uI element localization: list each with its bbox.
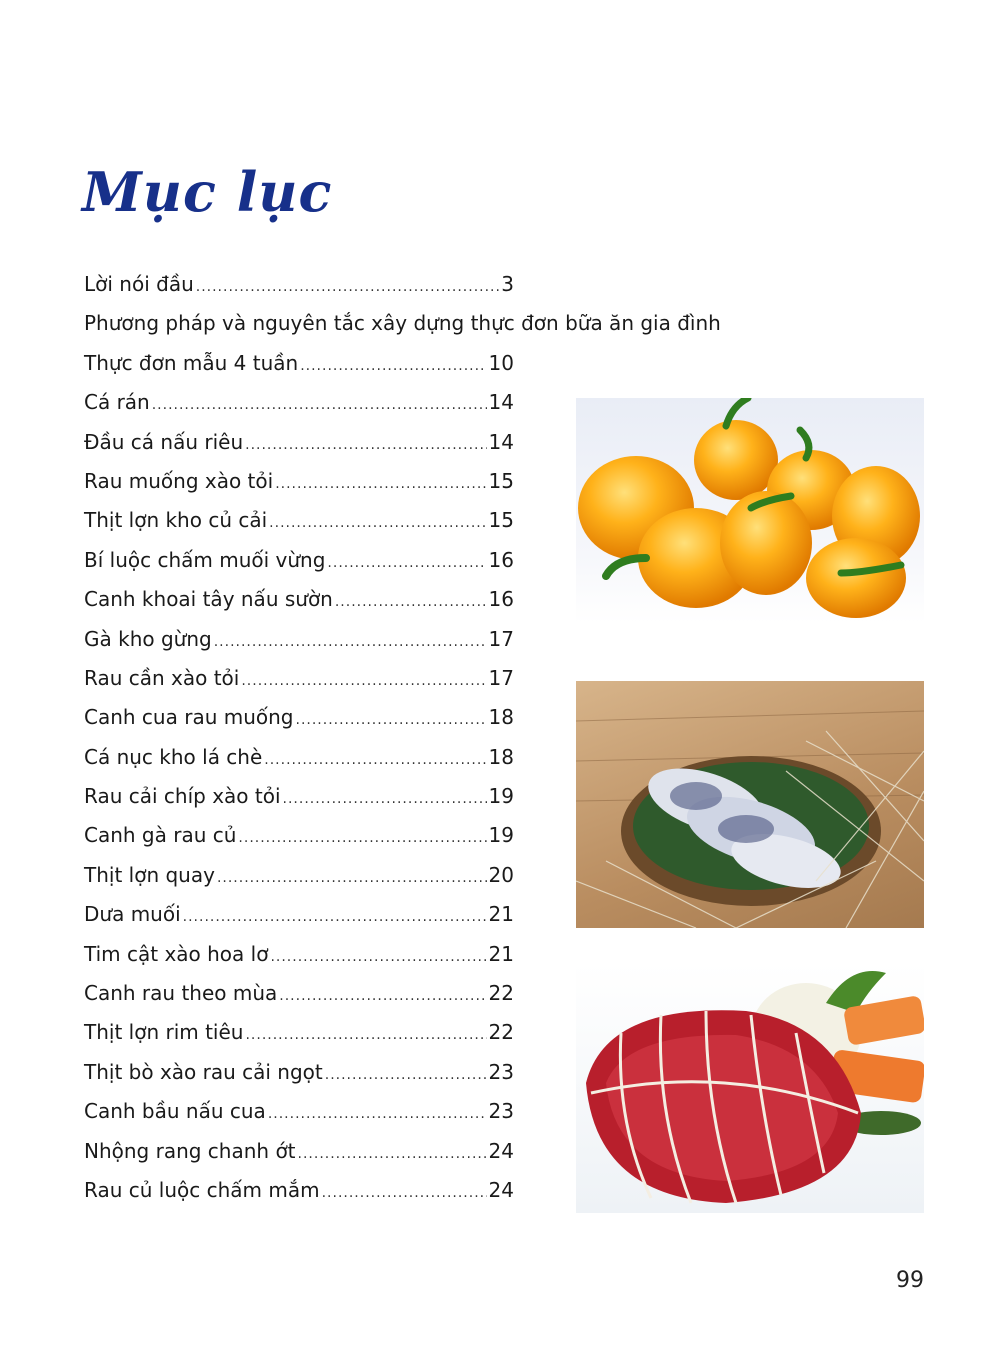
toc-entry-label: Rau cải chíp xào tỏi — [84, 784, 281, 809]
toc-entry-page: 16 — [488, 547, 514, 572]
toc-entry — [84, 666, 514, 705]
toc-entry-label: Canh cua rau muống — [84, 705, 294, 730]
squid-basket-illustration — [576, 681, 924, 928]
toc-entry — [84, 587, 514, 626]
dot-leader — [152, 397, 487, 413]
toc-entry-label: Thịt lợn rim tiêu — [84, 1020, 244, 1045]
toc-entry — [84, 745, 514, 784]
beef-roast-photo — [576, 963, 924, 1213]
toc-entry — [84, 508, 514, 547]
dot-leader — [241, 673, 486, 689]
toc-entry-label: Rau cần xào tỏi — [84, 665, 240, 690]
toc-entry-label: Rau muống xào tỏi — [84, 468, 274, 493]
dot-leader — [335, 594, 487, 610]
toc-entry — [84, 1060, 514, 1099]
toc-entry — [84, 430, 514, 469]
toc-entry — [84, 469, 514, 508]
toc-entry — [84, 1099, 514, 1138]
table-of-contents — [84, 272, 721, 1217]
toc-entry-page: 14 — [488, 429, 514, 454]
toc-entry-page: 24 — [488, 1177, 514, 1202]
toc-entry — [84, 942, 514, 981]
toc-entry-page: 19 — [488, 823, 514, 848]
toc-entry — [84, 705, 514, 744]
toc-entry-page: 15 — [488, 508, 514, 533]
toc-entry-label: Dưa muối — [84, 902, 181, 927]
toc-entry — [84, 902, 514, 941]
toc-entry — [84, 311, 721, 350]
toc-entry-label: Thực đơn mẫu 4 tuần — [84, 350, 299, 375]
dot-leader — [183, 909, 487, 925]
toc-entry-label: Thịt lợn quay — [84, 862, 215, 887]
toc-entry-page: 23 — [488, 1099, 514, 1124]
toc-entry-label: Canh bầu nấu cua — [84, 1099, 266, 1124]
toc-entry-label: Lời nói đầu — [84, 272, 194, 296]
toc-entry-page: 22 — [488, 1020, 514, 1045]
dot-leader — [298, 1146, 487, 1162]
dot-leader — [196, 279, 500, 295]
toc-entry-page: 21 — [488, 941, 514, 966]
toc-entry-page: 16 — [488, 587, 514, 612]
toc-entry-label: Nhộng rang chanh ớt — [84, 1138, 296, 1163]
toc-entry-label: Cá nục kho lá chè — [84, 744, 263, 769]
toc-entry-label: Cá rán — [84, 390, 150, 415]
bell-peppers-photo — [576, 398, 924, 623]
toc-entry-label: Rau củ luộc chấm mắm — [84, 1177, 320, 1202]
toc-entry-label: Thịt lợn kho củ cải — [84, 508, 268, 533]
toc-entry — [84, 784, 514, 823]
toc-entry-page: 23 — [488, 1059, 514, 1084]
dot-leader — [268, 1106, 487, 1122]
dot-leader — [279, 988, 486, 1004]
toc-entry-page: 10 — [488, 350, 514, 375]
toc-entry — [84, 351, 514, 390]
dot-leader — [300, 358, 486, 374]
dot-leader — [238, 830, 486, 846]
toc-entry-page: 22 — [488, 981, 514, 1006]
squid-basket-photo — [576, 681, 924, 928]
toc-entry — [84, 1020, 514, 1059]
toc-entry-label: Bí luộc chấm muối vừng — [84, 547, 326, 572]
toc-entry — [84, 981, 514, 1020]
toc-entry — [84, 823, 514, 862]
toc-entry-page: 18 — [488, 705, 514, 730]
toc-entry-page: 17 — [488, 665, 514, 690]
toc-entry-page: 15 — [488, 468, 514, 493]
toc-entry — [84, 863, 514, 902]
toc-entry — [84, 272, 514, 311]
toc-entry-page: 3 — [501, 272, 514, 296]
dot-leader — [245, 1027, 486, 1043]
toc-entry-page: 24 — [488, 1138, 514, 1163]
dot-leader — [283, 791, 487, 807]
toc-entry-label: Canh rau theo mùa — [84, 981, 278, 1006]
toc-entry-label: Gà kho gừng — [84, 626, 212, 651]
dot-leader — [269, 515, 486, 531]
dot-leader — [270, 949, 486, 965]
page-title: Mục lục — [82, 160, 333, 224]
toc-entry-label: Đầu cá nấu riêu — [84, 429, 244, 454]
dot-leader — [275, 476, 486, 492]
toc-entry — [84, 548, 514, 587]
toc-entry-page: 21 — [488, 902, 514, 927]
bell-peppers-illustration — [576, 398, 924, 623]
dot-leader — [245, 437, 486, 453]
toc-entry-page: 14 — [488, 390, 514, 415]
toc-entry-label: Thịt bò xào rau cải ngọt — [84, 1059, 323, 1084]
toc-entry — [84, 390, 514, 429]
toc-entry-page: 17 — [488, 626, 514, 651]
dot-leader — [214, 634, 487, 650]
dot-leader — [322, 1185, 487, 1201]
toc-entry-page: 20 — [488, 862, 514, 887]
toc-entry-label: Tim cật xào hoa lơ — [84, 941, 269, 966]
page-number: 99 — [896, 1268, 924, 1293]
dot-leader — [296, 712, 487, 728]
toc-entry-label: Canh gà rau củ — [84, 823, 237, 848]
toc-entry — [84, 1139, 514, 1178]
toc-entry-page: 19 — [488, 784, 514, 809]
toc-entry-label: Phương pháp và nguyên tắc xây dựng thực đơn bữa ăn gia đình — [84, 311, 721, 336]
dot-leader — [217, 870, 487, 886]
dot-leader — [264, 752, 486, 768]
beef-roast-illustration — [576, 963, 924, 1213]
toc-entry — [84, 1178, 514, 1217]
toc-entry-page: 18 — [488, 744, 514, 769]
toc-entry — [84, 627, 514, 666]
dot-leader — [325, 1067, 487, 1083]
dot-leader — [327, 555, 486, 571]
toc-entry-label: Canh khoai tây nấu sườn — [84, 587, 333, 612]
